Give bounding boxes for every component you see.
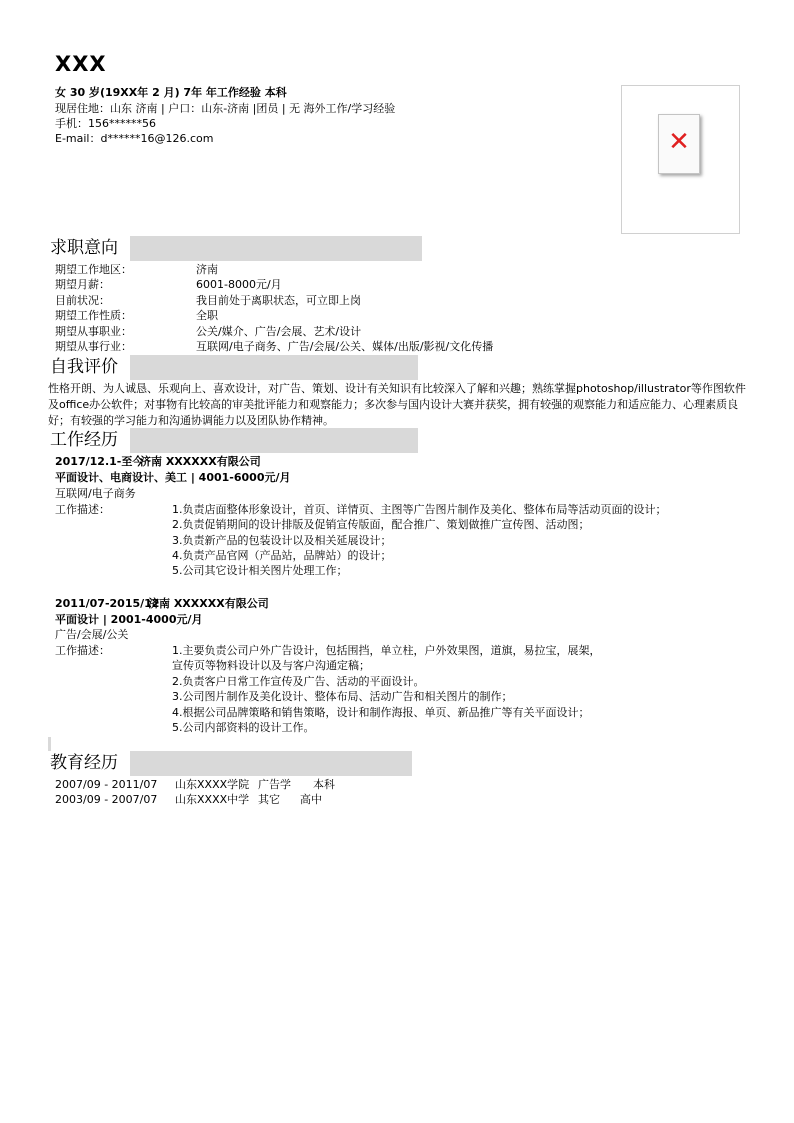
intent-value: 我目前处于离职状态，可立即上岗 xyxy=(196,294,361,307)
intent-label: 期望从事职业： xyxy=(55,325,132,338)
job-desc-line: 4.负责产品官网（产品站，品牌站）的设计； xyxy=(172,549,392,562)
self-evaluation-text: 性格开朗、为人诚恳、乐观向上、喜欢设计，对广告、策划、设计有关知识有比较深入了解和兴趣；熟练掌握photoshop/illustrator等作图软件及office办公软件；对事物有比较高的审美批评能力和观察能力；多次参与国内设计大赛并获奖，拥有较强的观察能力和适应能力、心理素质良好；有较强的学习能力和沟通协调能力以及团队协作精神。 xyxy=(48,382,746,427)
job-industry: 广告/会展/公关 xyxy=(55,628,129,641)
job-company: 济南 XXXXXX有限公司 xyxy=(148,597,269,610)
edu-major: 其它 xyxy=(258,793,280,806)
section-header-intent xyxy=(48,236,422,261)
section-title-work: 工作经历 xyxy=(48,428,120,453)
basic-info-line: 女 30 岁(19XX年 2 月) 7年 年工作经验 本科 xyxy=(55,86,287,99)
edu-period: 2003/09 - 2007/07 xyxy=(55,793,158,806)
job-desc-line: 2.负责促销期间的设计排版及促销宣传版面，配合推广、策划做推广宣传图、活动图； xyxy=(172,518,590,531)
intent-label: 期望从事行业： xyxy=(55,340,132,353)
intent-value: 互联网/电子商务、广告/会展/公关、媒体/出版/影视/文化传播 xyxy=(196,340,494,353)
broken-image-icon: ✕ xyxy=(658,114,700,174)
intent-label: 期望月薪： xyxy=(55,278,110,291)
job-desc-line: 2.负责客户日常工作宣传及广告、活动的平面设计。 xyxy=(172,675,425,688)
candidate-name: XXX xyxy=(55,52,107,76)
job-desc-line: 宣传页等物料设计以及与客户沟通定稿； xyxy=(172,659,370,672)
job-position: 平面设计 | 2001-4000元/月 xyxy=(55,613,203,626)
section-header-education xyxy=(48,751,412,776)
section-divider-mark xyxy=(48,737,51,751)
intent-value: 济南 xyxy=(196,263,218,276)
edu-degree: 高中 xyxy=(300,793,322,806)
residence-line: 现居住地：山东 济南 | 户口：山东-济南 |团员 | 无 海外工作/学习经验 xyxy=(55,102,396,115)
edu-major: 广告学 xyxy=(258,778,291,791)
intent-value: 6001-8000元/月 xyxy=(196,278,282,291)
job-desc-label: 工作描述： xyxy=(55,644,110,657)
profile-photo xyxy=(621,85,740,234)
section-header-self-eval xyxy=(48,355,418,380)
email-line: E-mail：d******16@126.com xyxy=(55,132,214,145)
phone-line: 手机：156******56 xyxy=(55,117,156,130)
section-title-self-eval: 自我评价 xyxy=(48,355,120,380)
edu-degree: 本科 xyxy=(313,778,335,791)
intent-label: 目前状况： xyxy=(55,294,110,307)
edu-school: 山东XXXX学院 xyxy=(175,778,250,791)
job-position: 平面设计、电商设计、美工 | 4001-6000元/月 xyxy=(55,471,291,484)
job-industry: 互联网/电子商务 xyxy=(55,487,136,500)
job-company: 济南 XXXXXX有限公司 xyxy=(140,455,261,468)
job-desc-line: 1.负责店面整体形象设计，首页、详情页、主图等广告图片制作及美化、整体布局等活动页面的设计； xyxy=(172,503,667,516)
section-header-work xyxy=(48,428,418,453)
job-desc-line: 4.根据公司品牌策略和销售策略，设计和制作海报、单页、新品推广等有关平面设计； xyxy=(172,706,590,719)
job-desc-line: 5.公司其它设计相关图片处理工作； xyxy=(172,564,348,577)
job-desc-line: 3.负责新产品的包装设计以及相关延展设计； xyxy=(172,534,392,547)
intent-label: 期望工作地区： xyxy=(55,263,132,276)
section-title-intent: 求职意向 xyxy=(48,236,120,261)
job-period: 2017/12.1-至今 xyxy=(55,455,144,468)
edu-school: 山东XXXX中学 xyxy=(175,793,250,806)
intent-label: 期望工作性质： xyxy=(55,309,132,322)
intent-value: 公关/媒介、广告/会展、艺术/设计 xyxy=(196,325,362,338)
job-period: 2011/07-2015/12 xyxy=(55,597,160,610)
section-title-education: 教育经历 xyxy=(48,751,120,776)
intent-value: 全职 xyxy=(196,309,218,322)
job-desc-line: 1.主要负责公司户外广告设计，包括围挡，单立柱，户外效果图，道旗，易拉宝，展架， xyxy=(172,644,601,657)
job-desc-line: 3.公司图片制作及美化设计、整体布局、活动广告和相关图片的制作； xyxy=(172,690,513,703)
job-desc-line: 5.公司内部资料的设计工作。 xyxy=(172,721,315,734)
job-desc-label: 工作描述： xyxy=(55,503,110,516)
edu-period: 2007/09 - 2011/07 xyxy=(55,778,158,791)
